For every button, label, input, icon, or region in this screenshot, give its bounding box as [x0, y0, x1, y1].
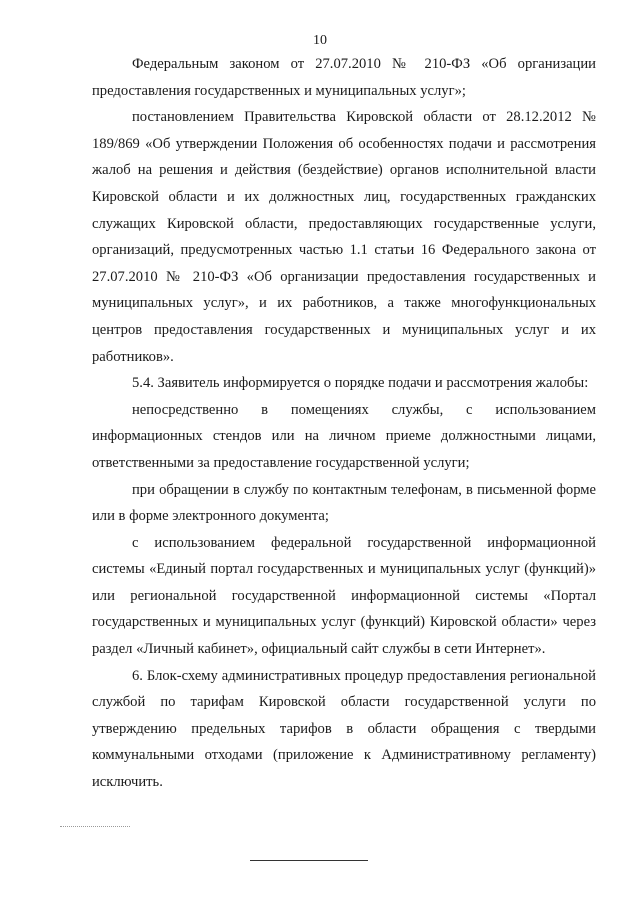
- paragraph-federal-law: Федеральным законом от 27.07.2010 № 210-ФЗ «Об организации предоставления государственных и муниципальных услуг»;: [92, 56, 596, 99]
- paragraph-government-resolution: постановлением Правительства Кировской области от 28.12.2012 № 189/869 «Об утверждении Положения об особенностях подачи и рассмотрения жалоб на решения и действия (бездействие) органов исполнительной власти Кировской области и их должностных лиц, государственных гражданских служащих Кировской области, предоставляющих государственные услуги, организаций, предусмотренных частью 1.1 статьи 16 Федерального закона от 27.07.2010 № 210-ФЗ «Об организации предоставления государственных и муниципальных услуг», и их работников, а также многофункциональных центров предоставления государственных и муниципальных услуг и их работников».: [92, 109, 596, 365]
- paragraph-section-5-4: 5.4. Заявитель информируется о порядке подачи и рассмотрения жалобы:: [132, 375, 589, 392]
- paragraph-section-6: 6. Блок-схему административных процедур предоставления региональной службой по тарифам Кировской области государственной услуги по утверждению предельных тарифов в области обращения с твердыми коммунальными отходами (приложение к Административному регламенту) исключить.: [92, 667, 596, 791]
- scan-artifact-line: [60, 826, 130, 827]
- page-number: 10: [313, 33, 327, 48]
- paragraph-directly-in-premises: непосредственно в помещениях службы, с использованием информационных стендов или на личном приеме должностными лицами, ответственными за предоставление государственной услуги;: [92, 401, 596, 471]
- document-body: [92, 51, 596, 796]
- paragraph-via-portals: с использованием федеральной государственной информационной системы «Единый портал государственных и муниципальных услуг (функций)» или региональной государственной информационной системы «Портал государственных и муниципальных услуг (функций) Кировской области» через раздел «Личный кабинет», официальный сайт службы в сети Интернет».: [92, 534, 596, 658]
- paragraph-by-contact-phone: при обращении в службу по контактным телефонам, в письменной форме или в форме электронного документа;: [92, 481, 596, 525]
- closing-rule: [250, 860, 368, 861]
